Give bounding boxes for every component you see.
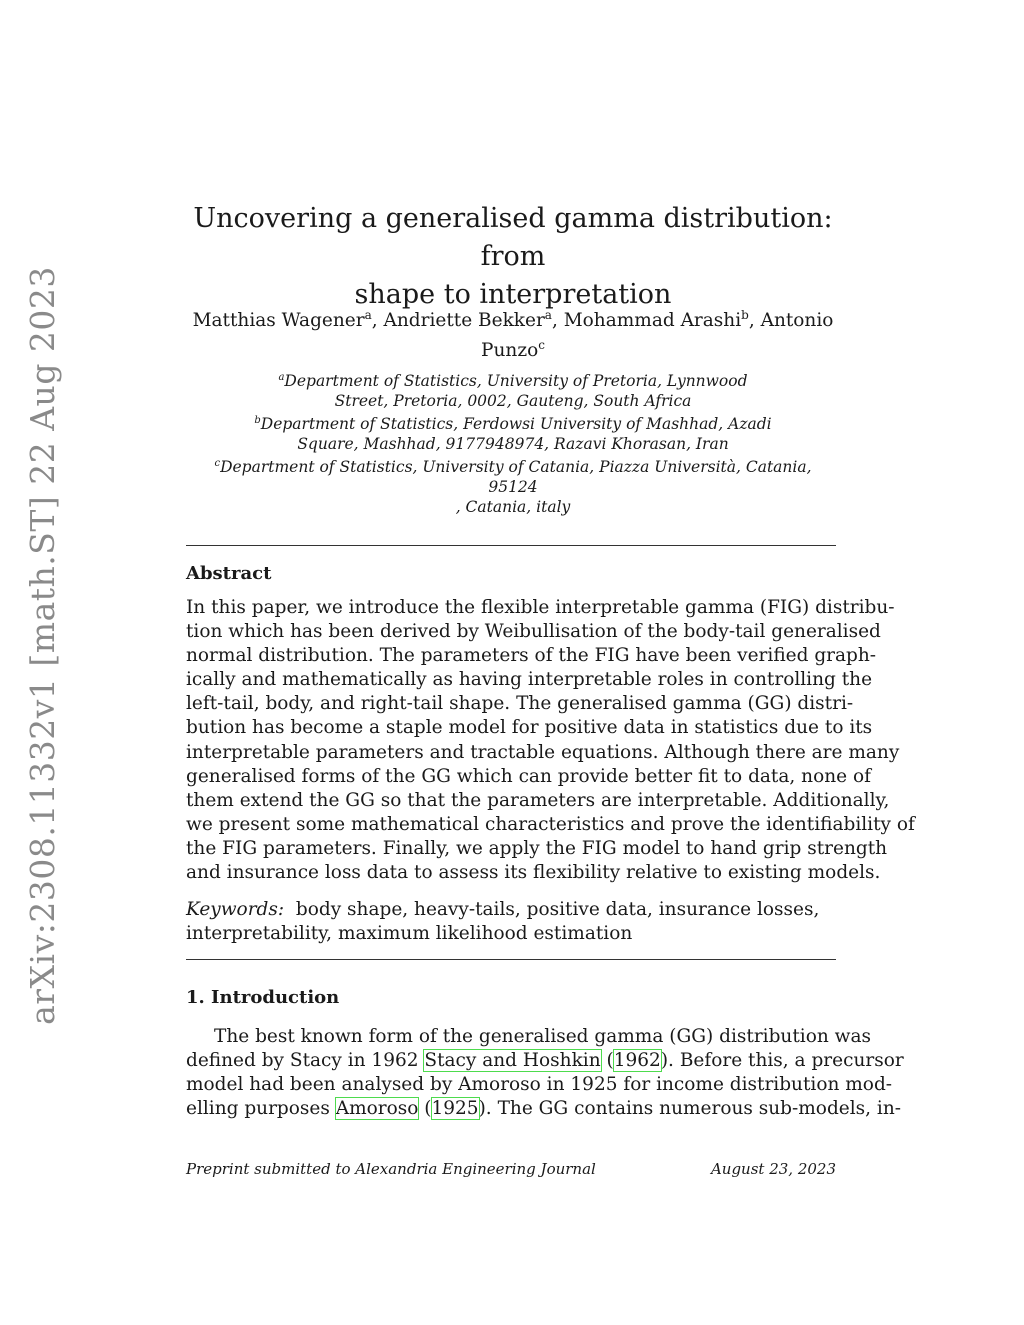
intro-line-1: The best known form of the generalised gamma (GG) distribution was — [214, 1026, 871, 1047]
title-line-1: Uncovering a generalised gamma distribution: from — [193, 203, 833, 272]
abstract-line: we present some mathematical characteristics and prove the identifiability of — [186, 813, 915, 835]
citation-amoroso-year[interactable]: 1925 — [431, 1098, 479, 1120]
abstract-line: left-tail, body, and right-tail shape. The generalised gamma (GG) distri- — [186, 693, 854, 715]
abstract-top-rule — [186, 545, 836, 546]
abstract-line: interpretable parameters and tractable equations. Although there are many — [186, 741, 900, 763]
keywords-label: Keywords: — [186, 899, 285, 920]
footer-date: August 23, 2023 — [710, 1160, 836, 1178]
citation-stacy-hoshkin[interactable]: Stacy and Hoshkin — [424, 1050, 601, 1072]
author-sup: a — [544, 308, 552, 322]
affiliation-b-line-1: $^b$Department of Statistics, Ferdowsi University of Mashhad, Azadi — [254, 415, 772, 434]
keywords-block — [186, 898, 836, 946]
author-sup: a — [364, 308, 372, 322]
affiliation-a-line-1: $^a$Department of Statistics, University of Pretoria, Lynnwood — [278, 372, 748, 391]
abstract-heading: Abstract — [186, 563, 272, 584]
introduction-body — [186, 1025, 904, 1121]
citation-stacy-year[interactable]: 1962 — [613, 1050, 661, 1072]
author-line-1: Matthias Wagener$^a$, Andriette Bekker$^a$, Mohammad Arashi$^b$, Antonio — [192, 308, 834, 332]
abstract-line: the FIG parameters. Finally, we apply the FIG model to hand grip strength — [186, 837, 888, 859]
intro-line-4: elling purposes Amoroso (1925). The GG contains numerous sub-models, in- — [186, 1098, 901, 1120]
keywords-line-2: interpretability, maximum likelihood estimation — [186, 923, 633, 945]
abstract-line: generalised forms of the GG which can provide better fit to data, none of — [186, 765, 871, 787]
intro-line-2: defined by Stacy in 1962 Stacy and Hoshkin (1962). Before this, a precursor — [186, 1050, 904, 1072]
section-heading-introduction: 1. Introduction — [186, 987, 340, 1008]
title-line-2: shape to interpretation — [354, 279, 672, 310]
abstract-line: normal distribution. The parameters of the FIG have been verified graph- — [186, 645, 877, 667]
citation-amoroso[interactable]: Amoroso — [335, 1098, 419, 1120]
author-sup: b — [741, 308, 749, 322]
abstract-line: tion which has been derived by Weibullisation of the body-tail generalised — [186, 621, 881, 643]
abstract-line: them extend the GG so that the parameters are interpretable. Additionally, — [186, 789, 890, 811]
affiliations — [190, 368, 836, 517]
affiliation-a-line-2: Street, Pretoria, 0002, Gauteng, South Africa — [334, 392, 692, 411]
abstract-line: bution has become a staple model for positive data in statistics due to its — [186, 717, 873, 739]
affiliation-b-line-2: Square, Mashhad, 9177948974, Razavi Khorasan, Iran — [297, 435, 729, 454]
abstract-line: ically and mathematically as having interpretable roles in controlling the — [186, 669, 873, 691]
page-footer — [186, 1160, 836, 1178]
abstract-bottom-rule — [186, 959, 836, 960]
author-line-2: Punzo$^c$ — [481, 338, 545, 362]
author-list — [190, 303, 836, 363]
affiliation-c-line-2: , Catania, italy — [455, 498, 571, 517]
affiliation-c-line-1: $^c$Department of Statistics, University of Catania, Piazza Università, Catania, 95124 — [214, 458, 812, 497]
footer-journal: Preprint submitted to Alexandria Engineering Journal — [186, 1160, 596, 1178]
arxiv-sidebar-stamp — [20, 265, 64, 1025]
author-sup: c — [538, 338, 545, 353]
abstract-body — [186, 596, 915, 885]
intro-line-3: model had been analysed by Amoroso in 1925 for income distribution mod- — [186, 1074, 893, 1096]
keywords-line-1: Keywords: body shape, heavy-tails, positive data, insurance losses, — [186, 899, 820, 920]
paper-title — [190, 200, 836, 314]
arxiv-identifier: arXiv:2308.11332v1 [math.ST] 22 Aug 2023 — [22, 265, 62, 1025]
abstract-line: In this paper, we introduce the flexible interpretable gamma (FIG) distribu- — [186, 597, 895, 618]
abstract-line: and insurance loss data to assess its flexibility relative to existing models. — [186, 862, 881, 884]
